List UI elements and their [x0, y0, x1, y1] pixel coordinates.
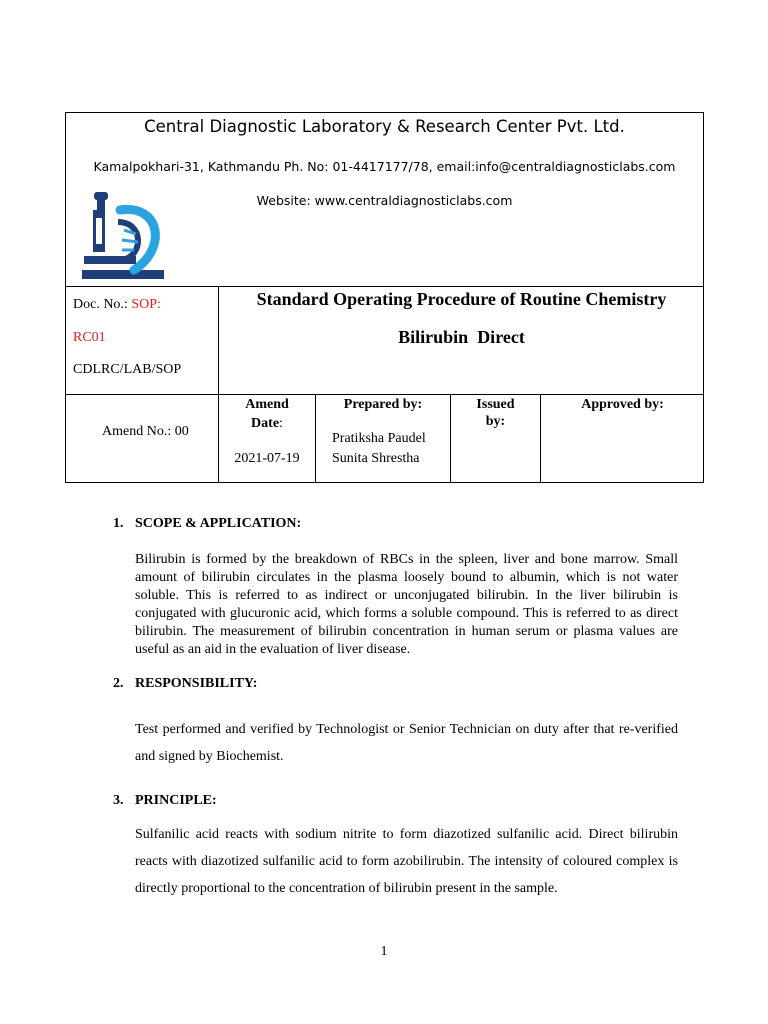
amend-date-label-text: Date	[251, 416, 280, 431]
org-name	[65, 117, 704, 136]
section-2-body: Test performed and verified by Technologist or Senior Technician on duty after that re-verified and signed by Biochemist.	[135, 722, 678, 764]
org-website: Website: www.centraldiagnosticlabs.com	[256, 193, 513, 208]
row-divider	[65, 394, 704, 395]
amend-date-value: 2021-07-19	[234, 451, 300, 466]
section-1-number: 1.	[113, 516, 124, 531]
header-divider	[65, 286, 704, 287]
section-3-title: PRINCIPLE:	[135, 793, 217, 808]
issued-by-label-1: Issued	[476, 397, 515, 412]
section-3-body: Sulfanilic acid reacts with sodium nitrite to form diazotized sulfanilic acid. Direct bilirubin reacts with diazotized sulfanilic acid to form azobilirubin. The intensity of coloured complex is directly proportional to the concentration of bilirubin present in the sample.	[135, 827, 678, 896]
doc-title-line-2: Bilirubin Direct	[398, 327, 525, 347]
org-name-suffix: .	[619, 117, 625, 136]
doc-title-line-1: Standard Operating Procedure of Routine Chemistry	[256, 289, 667, 309]
section-1-title: SCOPE & APPLICATION:	[135, 516, 302, 531]
amend-date-colon: :	[279, 416, 283, 431]
doc-code: CDLRC/LAB/SOP	[73, 362, 182, 377]
doc-number	[73, 297, 161, 313]
org-name-text: Central Diagnostic Laboratory & Research Center Pvt. Ltd	[144, 117, 620, 136]
doc-number-value-2: RC01	[73, 330, 106, 345]
doc-number-label: Doc. No.:	[73, 297, 132, 312]
issued-by-label-2: by:	[485, 414, 506, 429]
section-2-number: 2.	[113, 676, 124, 691]
section-1-body: Bilirubin is formed by the breakdown of RBCs in the spleen, liver and bone marrow. Small amount of bilirubin circulates in the plasma loosely bound to albumin, which is not water soluble. This is referred to as indirect or unconjugated bilirubin. In the liver bilirubin is conjugated with glucuronic acid, which forms a soluble compound. This is referred to as direct bilirubin. The measurement of bilirubin concentration in human serum or plasma values are useful as an aid in the evaluation of liver disease.	[135, 552, 678, 657]
doc-number-value-1: SOP:	[131, 297, 161, 312]
microscope-dna-logo-icon	[80, 190, 170, 285]
prepared-by-name-2: Sunita Shrestha	[332, 451, 420, 466]
section-3-number: 3.	[113, 793, 124, 808]
org-address: Kamalpokhari-31, Kathmandu Ph. No: 01-4417177/78, email:info@centraldiagnosticlabs.com	[93, 159, 676, 174]
page-number: 1	[380, 944, 388, 959]
prepared-by-label: Prepared by:	[343, 397, 423, 412]
amend-date-label-2	[219, 416, 315, 432]
amend-date-label-1: Amend	[245, 397, 289, 412]
prepared-by-name-1: Pratiksha Paudel	[332, 431, 426, 446]
amend-number: Amend No.: 00	[102, 424, 189, 439]
section-2-title: RESPONSIBILITY:	[135, 676, 258, 691]
approved-by-label: Approved by:	[581, 397, 664, 412]
